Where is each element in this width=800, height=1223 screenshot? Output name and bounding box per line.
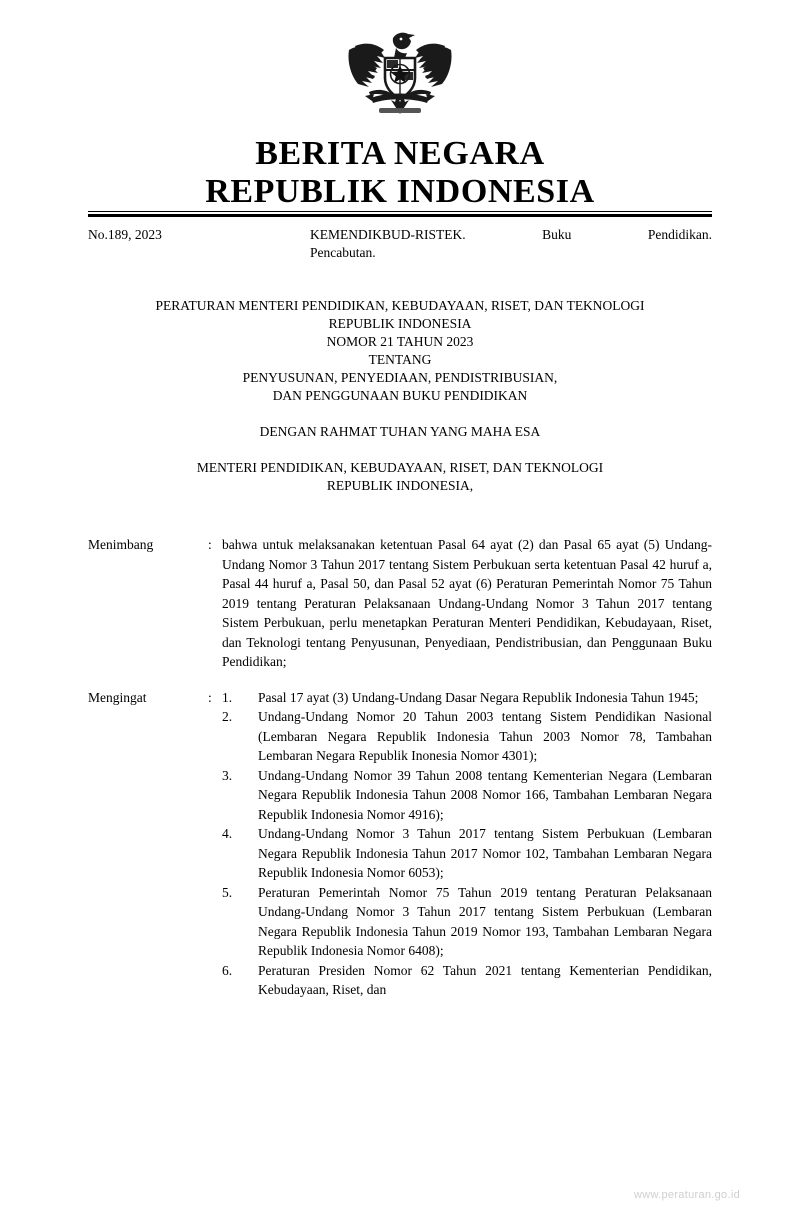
gazette-subject xyxy=(310,226,712,262)
garuda-pancasila-emblem xyxy=(341,22,459,122)
list-item xyxy=(222,883,712,961)
gazette-number: No.189, 2023 xyxy=(88,227,162,242)
divider-thin-line xyxy=(88,211,712,212)
list-item xyxy=(222,688,712,708)
masthead xyxy=(0,136,800,210)
title-line-2: REPUBLIK INDONESIA xyxy=(328,316,472,331)
gazette-subject-line-2: Pencabutan. xyxy=(310,245,376,260)
list-item xyxy=(222,961,712,1000)
title-line-5: PENYUSUNAN, PENYEDIAAN, PENDISTRIBUSIAN, xyxy=(242,370,558,385)
list-item-text: Undang-Undang Nomor 39 Tahun 2008 tentang Kementerian Negara (Lembaran Negara Republik Indonesia Tahun 2008 Nomor 166, Tambahan Lembaran Negara Republik Indonesia Nomor 4916); xyxy=(258,767,712,822)
title-spacer-2 xyxy=(88,441,712,459)
list-item-number: 3. xyxy=(222,767,233,783)
gazette-subject-line-1: KEMENDIKBUD-RISTEK. Buku Pendidikan. xyxy=(310,227,712,242)
list-item xyxy=(222,707,712,766)
clause-colon-menimbang: : xyxy=(208,537,212,552)
masthead-line-1: BERITA NEGARA xyxy=(255,135,545,172)
clause-colon-mengingat: : xyxy=(208,689,212,705)
list-item-text: Pasal 17 ayat (3) Undang-Undang Dasar Negara Republik Indonesia Tahun 1945; xyxy=(258,689,699,705)
list-item-number: 4. xyxy=(222,826,233,841)
list-item-number: 5. xyxy=(222,884,233,900)
mengingat-list xyxy=(222,688,712,1000)
authority-line-1: MENTERI PENDIDIKAN, KEBUDAYAAN, RISET, DAN TEKNOLOGI xyxy=(196,460,604,475)
menimbang-paragraph: bahwa untuk melaksanakan ketentuan Pasal 64 ayat (2) dan Pasal 65 ayat (5) Undang-Undang Nomor 3 Tahun 2017 tentang Sistem Perbukuan serta ketentuan Pasal 42 huruf a, Pasal 44 huruf a, Pasal 50, dan Pasal 52 ayat (6) Peraturan Pemerintah Nomor 75 Tahun 2019 tentang Peraturan Pelaksanaan Undang-Undang Nomor 3 Tahun 2017 tentang Sistem Perbukuan, perlu menetapkan Peraturan Menteri Pendidikan, Kebudayaan, Riset, dan Teknologi tentang Penyusunan, Penyediaan, Pendistribusian, dan Penggunaan Buku Pendidikan; xyxy=(222,537,712,669)
authority-line-2: REPUBLIK INDONESIA, xyxy=(326,478,474,493)
clause-body-menimbang xyxy=(222,535,712,672)
title-line-4-tentang: TENTANG xyxy=(368,352,432,367)
clause-label-mengingat: Mengingat xyxy=(88,689,147,705)
title-line-1: PERATURAN MENTERI PENDIDIKAN, KEBUDAYAAN, RISET, DAN TEKNOLOGI xyxy=(155,298,645,313)
masthead-line-2: REPUBLIK INDONESIA xyxy=(205,173,595,210)
list-item-text: Undang-Undang Nomor 20 Tahun 2003 tentang Sistem Pendidikan Nasional (Lembaran Negara Republik Indonesia Tahun 2003 Nomor 78, Tambahan Lembaran Negara Republik Inonesia Nomor 4301); xyxy=(258,709,712,763)
header-divider xyxy=(88,211,712,217)
list-item xyxy=(222,824,712,883)
list-item-text: Peraturan Presiden Nomor 62 Tahun 2021 tentang Kementerian Pendidikan, Kebudayaan, Riset, dan xyxy=(258,962,712,997)
title-spacer-1 xyxy=(88,405,712,423)
list-item-text: Undang-Undang Nomor 3 Tahun 2017 tentang Sistem Perbukuan (Lembaran Negara Republik Indonesia Tahun 2017 Nomor 102, Tambahan Lembaran Negara Republik Indonesia Nomor 6053); xyxy=(258,826,712,880)
clause-body-mengingat xyxy=(222,688,712,1000)
emblem-container xyxy=(0,22,800,122)
list-item-text: Peraturan Pemerintah Nomor 75 Tahun 2019 tentang Peraturan Pelaksanaan Undang-Undang Nomor 3 Tahun 2017 tentang Sistem Perbukuan (Lembaran Negara Republik Indonesia Tahun 2019 Nomor 193, Tambahan Lembaran Negara Republik Indonesia Nomor 6408); xyxy=(258,884,712,958)
clauses-section xyxy=(88,535,712,1016)
clause-label-menimbang: Menimbang xyxy=(88,537,154,552)
list-item-number: 6. xyxy=(222,962,233,978)
divider-thick-line xyxy=(88,214,712,217)
list-item-number: 1. xyxy=(222,689,233,705)
header-info-row xyxy=(88,226,712,262)
list-item-number: 2. xyxy=(222,709,233,724)
title-line-6: DAN PENGGUNAAN BUKU PENDIDIKAN xyxy=(272,388,528,403)
clause-mengingat xyxy=(88,688,712,1000)
blessing-line: DENGAN RAHMAT TUHAN YANG MAHA ESA xyxy=(259,424,541,439)
footer-watermark: www.peraturan.go.id xyxy=(634,1189,740,1201)
clause-menimbang xyxy=(88,535,712,672)
regulation-title-block xyxy=(88,297,712,495)
list-item xyxy=(222,766,712,825)
title-line-3-number: NOMOR 21 TAHUN 2023 xyxy=(326,334,474,349)
